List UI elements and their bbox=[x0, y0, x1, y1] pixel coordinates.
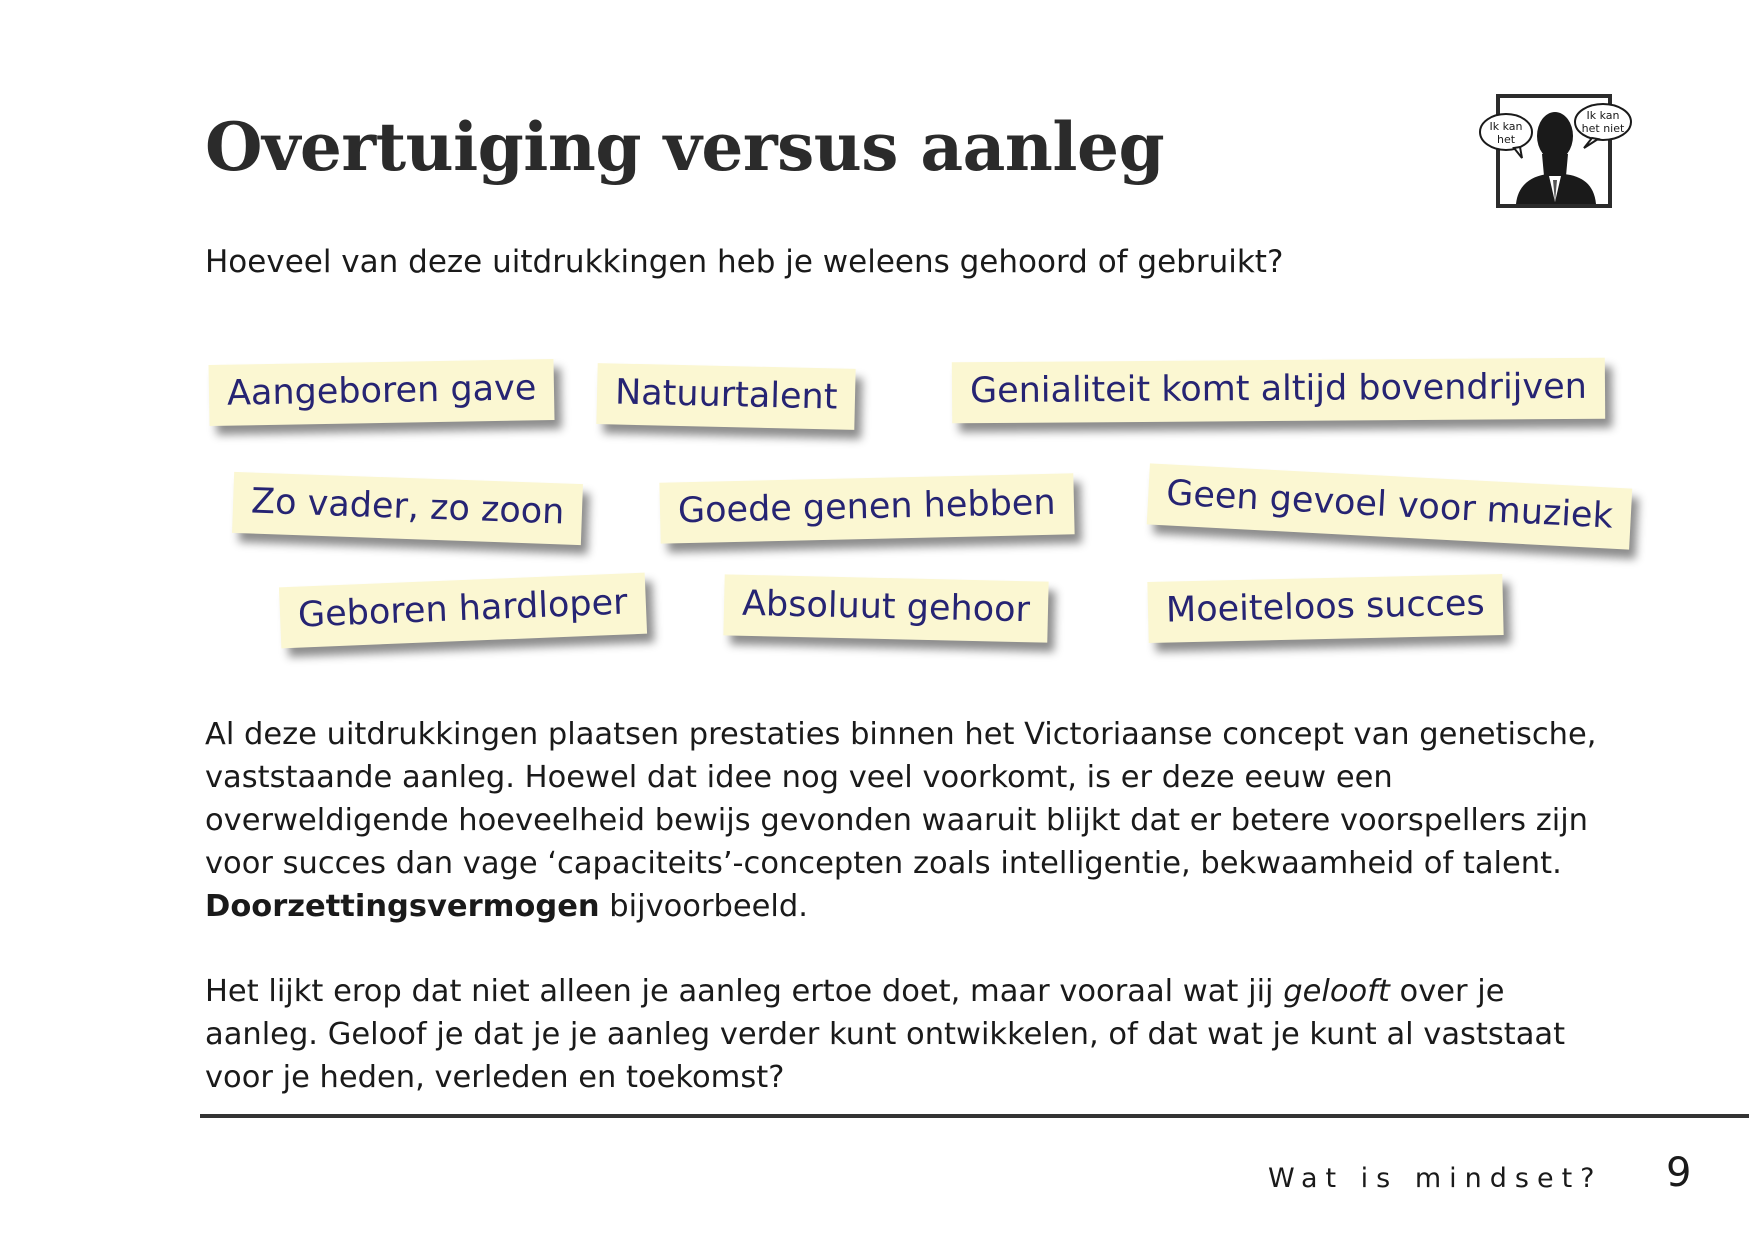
paragraph-1-text: Al deze uitdrukkingen plaatsen prestaties binnen het Victoriaanse concept van genetische, vaststaande aanleg. Hoewel dat idee nog veel voorkomt, is er deze eeuw een overweldigende hoeveelheid bewijs gevonden waaruit blijkt dat er betere voorspellers zijn voor succes dan vage ‘capaciteits’-concepten zoals intelligentie, bekwaamheid of talent. bbox=[205, 717, 1597, 881]
footer-divider bbox=[200, 1114, 1749, 1118]
paragraph-1-end: bijvoorbeeld. bbox=[599, 889, 808, 924]
note-geboren-hardloper: Geboren hardloper bbox=[279, 573, 647, 649]
paragraph-2-italic: gelooft bbox=[1283, 974, 1390, 1009]
note-moeiteloos-succes: Moeiteloos succes bbox=[1147, 574, 1503, 643]
note-absoluut-gehoor: Absoluut gehoor bbox=[723, 574, 1048, 642]
body-paragraph-2 bbox=[205, 970, 1605, 1099]
paragraph-2-text: Het lijkt erop dat niet alleen je aanleg ertoe doet, maar vooraal wat jij bbox=[205, 974, 1284, 1009]
page-title: Overtuiging versus aanleg bbox=[205, 108, 1165, 186]
paragraph-2-end: over je aanleg. Geloof je dat je je aanleg verder kunt ontwikkelen, of dat wat je kunt al vaststaat voor je heden, verleden en toekomst? bbox=[205, 974, 1566, 1095]
body-paragraph-1 bbox=[205, 713, 1605, 928]
note-aangeboren-gave: Aangeboren gave bbox=[208, 359, 554, 426]
logo-bubble-left-line2: het bbox=[1496, 133, 1516, 146]
paragraph-1-bold: Doorzettingsvermogen bbox=[205, 889, 600, 924]
note-genialiteit: Genialiteit komt altijd bovendrijven bbox=[952, 358, 1605, 424]
intro-question: Hoeveel van deze uitdrukkingen heb je weleens gehoord of gebruikt? bbox=[205, 244, 1284, 280]
mindset-logo-icon bbox=[1478, 92, 1634, 210]
footer-section-title: Wat is mindset? bbox=[1268, 1163, 1603, 1194]
logo-bubble-right-line1: Ik kan bbox=[1586, 109, 1620, 122]
logo-bubble-left-line1: Ik kan bbox=[1489, 120, 1523, 133]
note-natuurtalent: Natuurtalent bbox=[596, 363, 856, 430]
logo-bubble-right-line2: het niet bbox=[1581, 122, 1625, 135]
note-goede-genen: Goede genen hebben bbox=[659, 473, 1074, 543]
page-number: 9 bbox=[1666, 1150, 1692, 1196]
note-zo-vader-zo-zoon: Zo vader, zo zoon bbox=[232, 472, 583, 545]
note-geen-gevoel-voor-muziek: Geen gevoel voor muziek bbox=[1147, 463, 1633, 549]
